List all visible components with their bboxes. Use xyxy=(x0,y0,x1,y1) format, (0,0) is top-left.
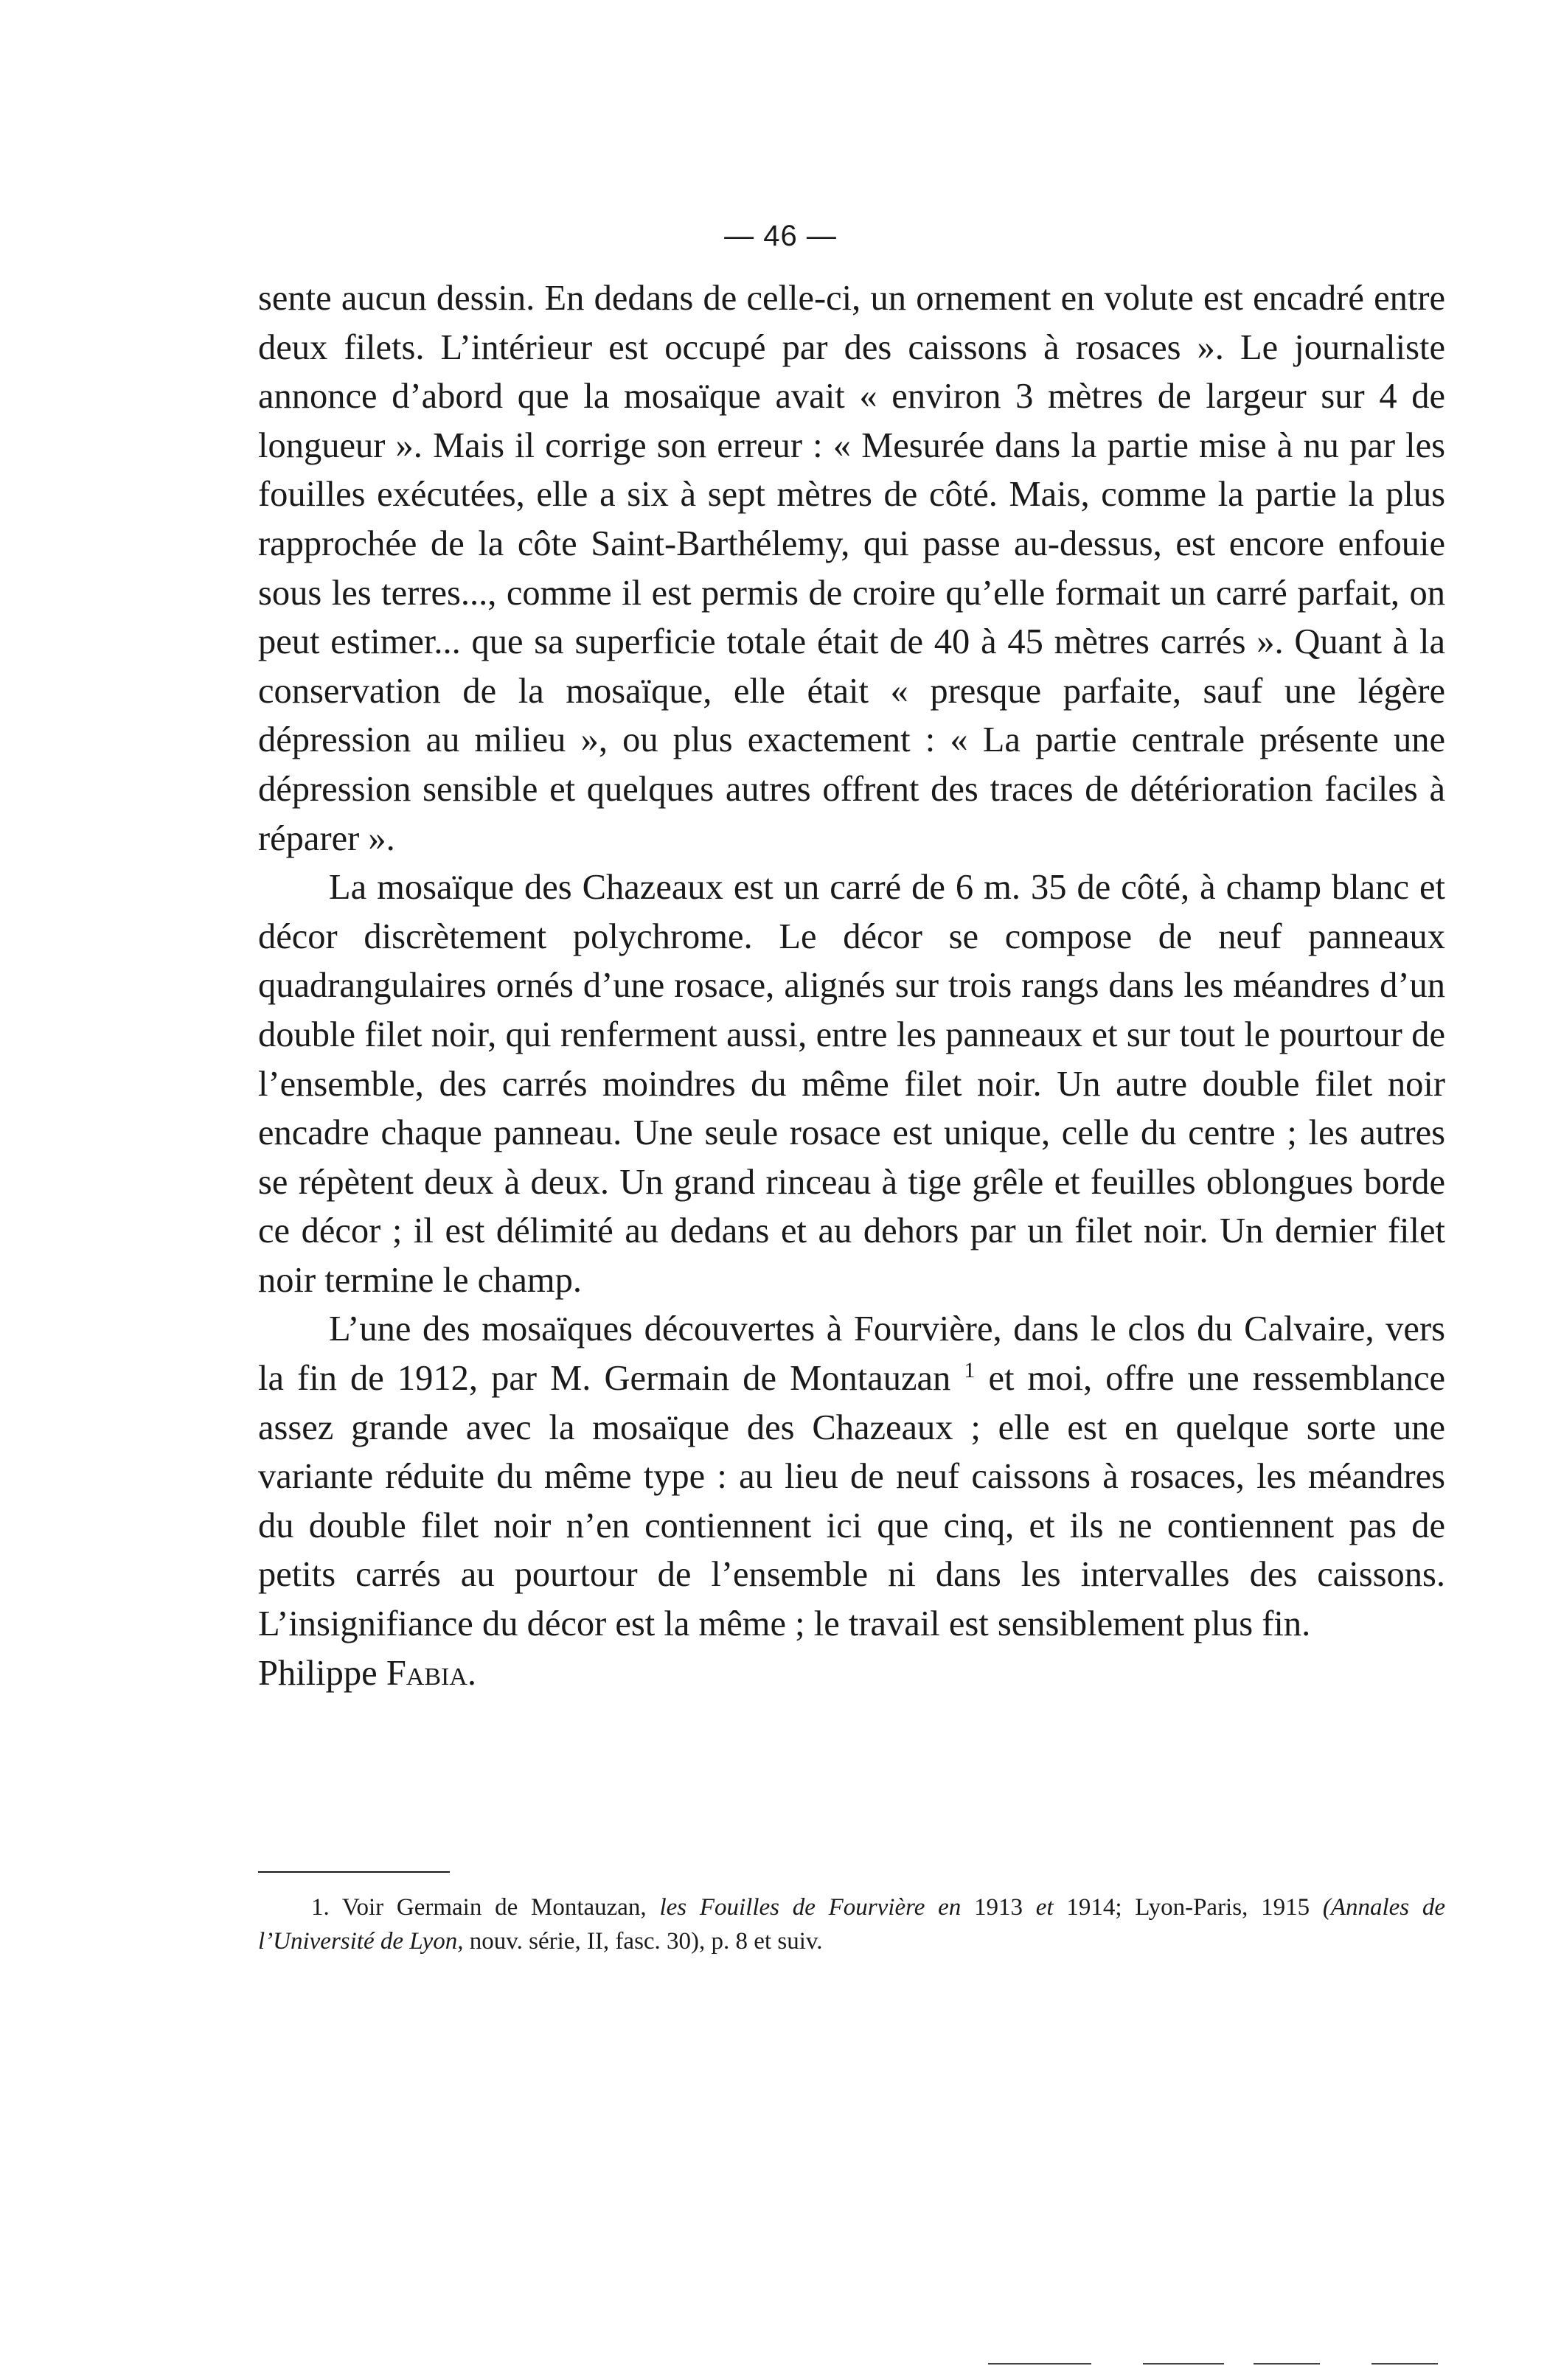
paragraph-3 xyxy=(258,1305,1445,1649)
footnote-et: et xyxy=(1035,1894,1054,1921)
footnote-year-2: 1914 xyxy=(1066,1894,1116,1921)
bottom-edge-marks xyxy=(988,2363,1445,2367)
body-text xyxy=(258,274,1445,1698)
signature-first-name: Philippe xyxy=(258,1653,378,1693)
footnote-year-1: 1913 xyxy=(974,1894,1023,1921)
edge-mark xyxy=(988,2363,1091,2365)
footnote-rule xyxy=(258,1871,450,1873)
footnote-number: 1. xyxy=(311,1894,330,1921)
edge-mark xyxy=(1143,2363,1224,2365)
signature-last-name: Fabia. xyxy=(386,1653,477,1693)
footnote-series: (Annales de l’Université de Lyon, xyxy=(258,1894,1446,1955)
paragraph-1: sente aucun dessin. En dedans de celle-ci, un ornement en volute est encadré entre deux filets. L’intérieur est occupé par des caissons à rosaces ». Le journaliste annonce d’abord que la mosaïque avait « environ 3 mètres de largeur sur 4 de longueur ». Mais il corrige son erreur : « Mesurée dans la partie mise à nu par les fouilles exécutées, elle a six à sept mètres de côté. Mais, comme la partie la plus rapprochée de la côte Saint-Barthélemy, qui passe au-dessus, est encore enfouie sous les terres..., comme il est permis de croire qu’elle formait un carré parfait, on peut estimer... que sa superficie totale était de 40 à 45 mètres carrés ». Quant à la conservation de la mosaïque, elle était « presque parfaite, sauf une légère dépression au milieu », ou plus exactement : « La partie centrale présente une dépression sensible et quelques autres offrent des traces de détérioration faciles à réparer ». xyxy=(258,279,1445,858)
paragraph-3-text-a: L’une des mosaïques découvertes à Fourvière, dans le clos du Calvaire, vers la fin de 1912, par M. Germain de Montauzan xyxy=(258,1309,1445,1399)
page-number: — 46 — xyxy=(724,220,837,252)
paragraph-2: La mosaïque des Chazeaux est un carré de 6 m. 35 de côté, à champ blanc et décor discrètement polychrome. Le décor se compose de neuf panneaux quadrangulaires ornés d’une rosace, alignés sur trois rangs dans les méandres d’un double filet noir, qui renferment aussi, entre les panneaux et sur tout le pourtour de l’ensemble, des carrés moindres du même filet noir. Un autre double filet noir encadre chaque panneau. Une seule rosace est unique, celle du centre ; les autres se répètent deux à deux. Un grand rinceau à tige grêle et feuilles oblongues borde ce décor ; il est délimité au dedans et au dehors par un filet noir. Un dernier filet noir termine le champ. xyxy=(258,868,1445,1300)
footnote xyxy=(258,1890,1445,1958)
footnote-reference: 1 xyxy=(964,1357,976,1382)
edge-mark xyxy=(1371,2363,1438,2365)
paragraph-3-text-b: et moi, offre une ressemblance assez grande avec la mosaïque des Chazeaux ; elle est en quelque sorte une variante réduite du même type : au lieu de neuf caissons à rosaces, les méandres du double filet noir n’en contiennent ici que cinq, et ils ne contiennent pas de petits carrés au pourtour de l’ensemble ni dans les intervalles des caissons. L’insignifiance du décor est la même ; le travail est sensiblement plus fin. xyxy=(258,1359,1445,1644)
footnote-title: les Fouilles de Fourvière en xyxy=(659,1894,962,1921)
edge-mark xyxy=(1254,2363,1320,2365)
footnote-text-c: nouv. série, II, fasc. 30), p. 8 et suiv. xyxy=(469,1928,823,1955)
signature xyxy=(258,1649,1445,1699)
footnote-text-b: ; Lyon-Paris, 1915 xyxy=(1115,1894,1310,1921)
footnote-text-a: Voir Germain de Montauzan, xyxy=(341,1894,647,1921)
